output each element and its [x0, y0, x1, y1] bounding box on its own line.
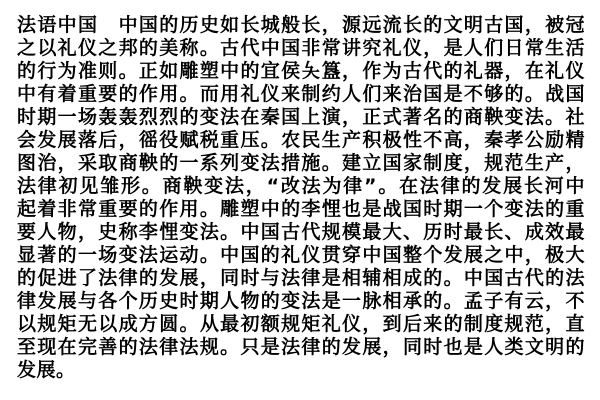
text-line: 律发展与各个历史时期人物的变法是一脉相承的。孟子有云，不 — [17, 290, 585, 312]
text-line: 中有着重要的作用。而用礼仪来制约人们来治国是不够的。战国 — [17, 83, 585, 105]
text-line: 起着非常重要的作用。雕塑中的李悝也是战国时期一个变法的重 — [17, 198, 585, 220]
text-line: 之以礼仪之邦的美称。古代中国非常讲究礼仪，是人们日常生活 — [17, 37, 585, 59]
text-line: 法语中国 中国的历史如长城般长，源远流长的文明古国，被冠 — [17, 14, 585, 36]
text-line: 会发展落后，徭役赋税重压。农民生产积极性不高，秦孝公励精 — [17, 129, 585, 151]
text-line: 的促进了法律的发展，同时与法律是相辅相成的。中国古代的法 — [17, 267, 585, 289]
text-line: 以规矩无以成方圆。从最初额规矩礼仪，到后来的制度规范，直 — [17, 313, 585, 335]
text-line: 图治，采取商鞅的一系列变法措施。建立国家制度，规范生产， — [17, 152, 585, 174]
text-line: 发展。 — [17, 359, 76, 381]
text-line: 至现在完善的法律法规。只是法律的发展，同时也是人类文明的 — [17, 336, 585, 358]
text-line: 法律初见雏形。商鞅变法，“改法为律”。在法律的发展长河中 — [17, 175, 585, 197]
essay-text-block — [17, 14, 585, 382]
text-line: 时期一场轰轰烈烈的变法在秦国上演，正式著名的商鞅变法。社 — [17, 106, 585, 128]
text-line: 的行为准则。正如雕塑中的宜侯夨簋，作为古代的礼器，在礼仪 — [17, 60, 585, 82]
text-line: 要人物，史称李悝变法。中国古代规模最大、历时最长、成效最 — [17, 221, 585, 243]
text-line: 显著的一场变法运动。中国的礼仪贯穿中国整个发展之中，极大 — [17, 244, 585, 266]
